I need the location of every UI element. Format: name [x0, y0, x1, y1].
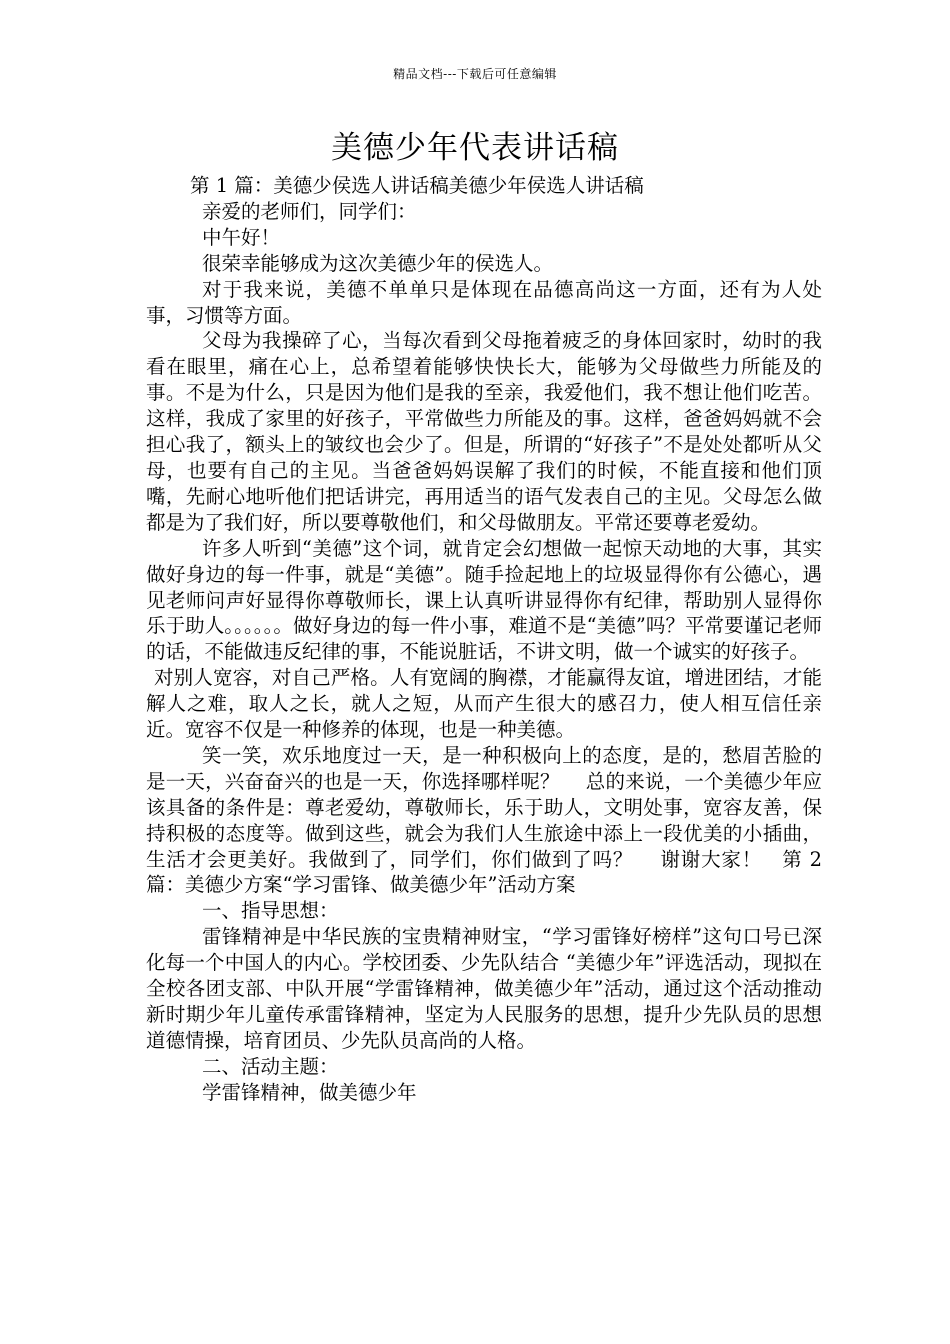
paragraph-smile: 笑一笑，欢乐地度过一天，是一种积极向上的态度，是的，愁眉苦脸的是一天，兴奋奋兴的也是一天，你选择哪样呢？ 总的来说，一个美德少年应该具备的条件是：尊老爱幼，尊敬师长，乐于助人，文明处事，宽容友善，保持积极的态度等。做到这些，就会为我们人生旅途中添上一段优美的小插曲，生活才会更美好。我做到了，同学们，你们做到了吗？ 谢谢大家！ 第 2 篇：美德少方案“学习雷锋、做美德少年”活动方案	[146, 743, 822, 897]
paragraph-lei-feng: 雷锋精神是中华民族的宝贵精神财宝，“学习雷锋好榜样”这句口号已深化每一个中国人的内心。学校团委、少先队结合 “美德少年”评选活动，现拟在全校各团支部、中队开展“学雷锋精神，做美德少年”活动，通过这个活动推动新时期少年儿童传承雷锋精神，坚定为人民服务的思想，提升少先队员的思想道德情操，培育团员、少先队员高尚的人格。	[146, 925, 822, 1052]
paragraph-tolerance: 对别人宽容，对自己严格。人有宽阔的胸襟，才能赢得友谊，增进团结，才能解人之难，取人之长，就人之短，从而产生很大的感召力，使人相互信任亲近。宽容不仅是一种修养的体现，也是一种美德。	[146, 666, 822, 742]
document-title: 美德少年代表讲话稿	[331, 130, 619, 166]
paragraph-virtue-meaning: 对于我来说，美德不单单只是体现在品德高尚这一方面，还有为人处事，习惯等方面。	[146, 277, 822, 327]
section-heading-theme: 二、活动主题：	[202, 1054, 339, 1078]
document-body	[146, 173, 822, 1106]
section-heading-guiding: 一、指导思想：	[202, 899, 339, 923]
paragraph-hello: 中午好！	[202, 225, 281, 249]
paragraph-greeting: 亲爱的老师们，同学们：	[202, 199, 417, 223]
paragraph-theme: 学雷锋精神，做美德少年	[202, 1080, 417, 1104]
document-subtitle: 第 1 篇：美德少侯选人讲话稿美德少年侯选人讲话稿	[190, 174, 644, 197]
paragraph-honor: 很荣幸能够成为这次美德少年的侯选人。	[202, 251, 554, 275]
header-note: 精品文档---下载后可任意编辑	[393, 67, 557, 81]
paragraph-parents: 父母为我操碎了心，当每次看到父母拖着疲乏的身体回家时，幼时的我看在眼里，痛在心上，总希望着能够快快长大，能够为父母做些力所能及的事。不是为什么，只是因为他们是我的至亲，我爱他们，我不想让他们吃苦。这样，我成了家里的好孩子，平常做些力所能及的事。这样，爸爸妈妈就不会担心我了，额头上的皱纹也会少了。但是，所谓的“好孩子”不是处处都听从父母，也要有自己的主见。当爸爸妈妈误解了我们的时候，不能直接和他们顶嘴，先耐心地听他们把话讲完，再用适当的语气发表自己的主见。父母怎么做都是为了我们好，所以要尊敬他们，和父母做朋友。平常还要尊老爱幼。	[146, 329, 822, 534]
paragraph-small-things: 许多人听到“美德”这个词，就肯定会幻想做一起惊天动地的大事，其实做好身边的每一件事，就是“美德”。随手捡起地上的垃圾显得你有公德心，遇见老师问声好显得你尊敬师长，课上认真听讲显得你有纪律，帮助别人显得你乐于助人。。。。。。做好身边的每一件小事，难道不是“美德”吗？平常要谨记老师的话，不能做违反纪律的事，不能说脏话，不讲文明，做一个诚实的好孩子。	[146, 536, 822, 664]
